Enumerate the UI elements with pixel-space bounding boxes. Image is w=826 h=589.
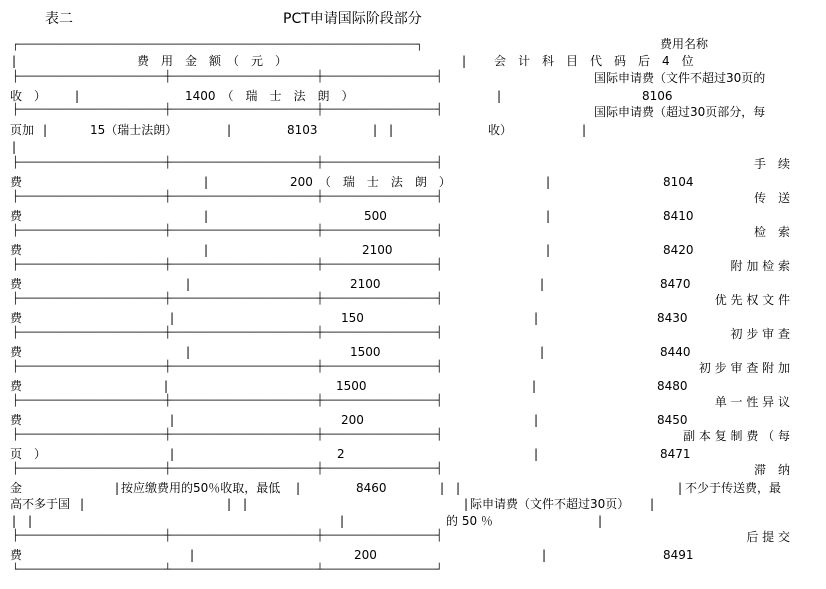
- extra-page-label: 国际申请费（超过30页部分，每: [594, 105, 766, 119]
- row-bar: |: [75, 89, 80, 103]
- transmit-unit: 费: [10, 209, 23, 223]
- row-bar: |: [678, 481, 683, 495]
- transmit-code: 8410: [663, 209, 694, 223]
- copy-code: 8471: [660, 447, 691, 461]
- intl-fee-unit: 收 ）: [10, 89, 47, 103]
- row-bar: |: [204, 243, 209, 257]
- search-unit: 费: [10, 243, 23, 257]
- row-separator: ├──────────────────────┼──────────────────────┼─────────────────┤: [12, 156, 443, 169]
- intl-fee-code: 8106: [642, 89, 673, 103]
- post-label: 后 提 交: [746, 530, 790, 544]
- row-separator: ├──────────────────────┼──────────────────────┼─────────────────┤: [12, 190, 443, 203]
- row-bar: |: [204, 175, 209, 189]
- prelim-add-amount: 1500: [336, 379, 367, 393]
- row-separator: ├──────────────────────┼──────────────────────┼─────────────────┤: [12, 428, 443, 441]
- row-bar: | |: [12, 514, 33, 528]
- unity-amount: 200: [341, 413, 364, 427]
- late-code: 8460: [356, 481, 387, 495]
- row-bar: |: [546, 209, 551, 223]
- extra-page-amount: 15（瑞士法朗）: [90, 123, 178, 137]
- row-bar: |: [534, 447, 539, 461]
- priority-amount: 150: [341, 311, 364, 325]
- copy-unit: 页 ）: [10, 447, 47, 461]
- row-bar: |: [546, 243, 551, 257]
- row-bar: |: [540, 277, 545, 291]
- transmit-amount: 500: [364, 209, 387, 223]
- row-separator: ├──────────────────────┼──────────────────────┼─────────────────┤: [12, 529, 443, 542]
- extra-page-code: 8103: [287, 123, 318, 137]
- late-max-left: 高不多于国: [10, 497, 71, 511]
- add-search-amount: 2100: [350, 277, 381, 291]
- row-bar: | |: [440, 481, 461, 495]
- search-code: 8420: [663, 243, 694, 257]
- row-bar: |: [204, 209, 209, 223]
- row-bar: |: [186, 345, 191, 359]
- row-bar: |: [43, 123, 48, 137]
- row-bar: |: [164, 379, 169, 393]
- row-bar: |: [170, 311, 175, 325]
- prelim-add-label: 初 步 审 查 附 加: [698, 361, 790, 375]
- row-bar: |: [186, 277, 191, 291]
- row-bar: |: [170, 413, 175, 427]
- extra-page-unit: 页加: [10, 123, 35, 137]
- row-bar: |: [340, 514, 345, 528]
- row-separator: ├──────────────────────┼──────────────────────┼─────────────────┤: [12, 258, 443, 271]
- row-bar: |: [546, 175, 551, 189]
- prelim-amount: 1500: [350, 345, 381, 359]
- row-bar: |: [542, 548, 547, 562]
- row-bar: | |: [227, 497, 248, 511]
- row-bar: |: [497, 89, 502, 103]
- row-bar: |: [650, 497, 655, 511]
- row-bar: |: [170, 447, 175, 461]
- post-code: 8491: [663, 548, 694, 562]
- intl-fee-amount: 1400 （ 瑞 士 法 朗 ）: [185, 89, 354, 103]
- priority-unit: 费: [10, 311, 23, 325]
- row-bar: |: [534, 311, 539, 325]
- extra-page-tail: 收）: [488, 123, 513, 137]
- row-separator: ├──────────────────────┼──────────────────────┼─────────────────┤: [12, 394, 443, 407]
- late-min: 不少于传送费，最: [685, 481, 782, 495]
- row-separator: ├──────────────────────┼──────────────────────┼─────────────────┤: [12, 224, 443, 237]
- late-max-mid: 际申请费（文件不超过30页）: [470, 497, 630, 511]
- row-bar: |: [296, 481, 301, 495]
- priority-label: 优 先 权 文 件: [714, 293, 790, 307]
- page-title: PCT申请国际阶段部分: [283, 11, 422, 27]
- prelim-add-code: 8480: [657, 379, 688, 393]
- add-search-label: 附 加 检 索: [730, 259, 790, 273]
- unity-unit: 费: [10, 413, 23, 427]
- row-bar: |: [80, 497, 85, 511]
- row-separator: ├──────────────────────┼──────────────────────┼─────────────────┤: [12, 103, 443, 116]
- prelim-code: 8440: [660, 345, 691, 359]
- prelim-label: 初 步 审 查: [730, 327, 790, 341]
- late-label: 滞 纳: [753, 463, 790, 477]
- handling-unit: 费: [10, 175, 23, 189]
- row-bar: |: [464, 497, 469, 511]
- header-fee-amount: 费 用 金 额 （ 元 ）: [137, 54, 288, 68]
- unity-code: 8450: [657, 413, 688, 427]
- row-bar: |: [12, 54, 17, 68]
- priority-code: 8430: [657, 311, 688, 325]
- post-unit: 费: [10, 548, 23, 562]
- row-bar: | |: [373, 123, 394, 137]
- table-label: 表二: [45, 11, 73, 27]
- row-bar: |: [462, 54, 467, 68]
- row-bar: |: [190, 548, 195, 562]
- handling-label: 手 续: [753, 157, 790, 171]
- row-bar: |: [540, 345, 545, 359]
- row-bar: |: [12, 140, 17, 154]
- search-amount: 2100: [362, 243, 393, 257]
- unity-label: 单 一 性 异 议: [714, 395, 790, 409]
- prelim-add-unit: 费: [10, 379, 23, 393]
- row-bar: |: [582, 123, 587, 137]
- handling-amount: 200 （ 瑞 士 法 朗 ）: [290, 175, 451, 189]
- row-separator: ├──────────────────────┼──────────────────────┼─────────────────┤: [12, 70, 443, 83]
- late-desc: 按应缴费用的50％收取，最低: [121, 481, 281, 495]
- copy-label: 副 本 复 制 费 （ 每: [683, 429, 790, 443]
- copy-amount: 2: [337, 447, 345, 461]
- row-separator: ├──────────────────────┼──────────────────────┼─────────────────┤: [12, 292, 443, 305]
- add-search-unit: 费: [10, 277, 23, 291]
- row-separator: ├──────────────────────┼──────────────────────┼─────────────────┤: [12, 326, 443, 339]
- table-top-border: ┌────────────────────────────────────────────────────────────┐: [12, 38, 423, 51]
- post-amount: 200: [354, 548, 377, 562]
- header-fee-name: 费用名称: [660, 37, 709, 51]
- late-unit: 金: [10, 481, 23, 495]
- row-bar: |: [115, 481, 120, 495]
- row-bar: |: [532, 379, 537, 393]
- transmit-label: 传 送: [753, 191, 790, 205]
- header-account-code: 会 计 科 目 代 码 后 4 位: [494, 54, 694, 68]
- search-label: 检 索: [753, 225, 790, 239]
- row-separator: ├──────────────────────┼──────────────────────┼─────────────────┤: [12, 462, 443, 475]
- handling-code: 8104: [663, 175, 694, 189]
- table-bottom-border: └──────────────────────┴──────────────────────┴─────────────────┘: [12, 563, 443, 576]
- row-bar: |: [227, 123, 232, 137]
- row-bar: |: [598, 514, 603, 528]
- row-separator: ├──────────────────────┼──────────────────────┼─────────────────┤: [12, 360, 443, 373]
- add-search-code: 8470: [660, 277, 691, 291]
- prelim-unit: 费: [10, 345, 23, 359]
- row-bar: |: [534, 413, 539, 427]
- late-max-tail: 的 50 ％: [446, 514, 493, 528]
- intl-fee-label: 国际申请费（文件不超过30页的: [594, 71, 766, 85]
